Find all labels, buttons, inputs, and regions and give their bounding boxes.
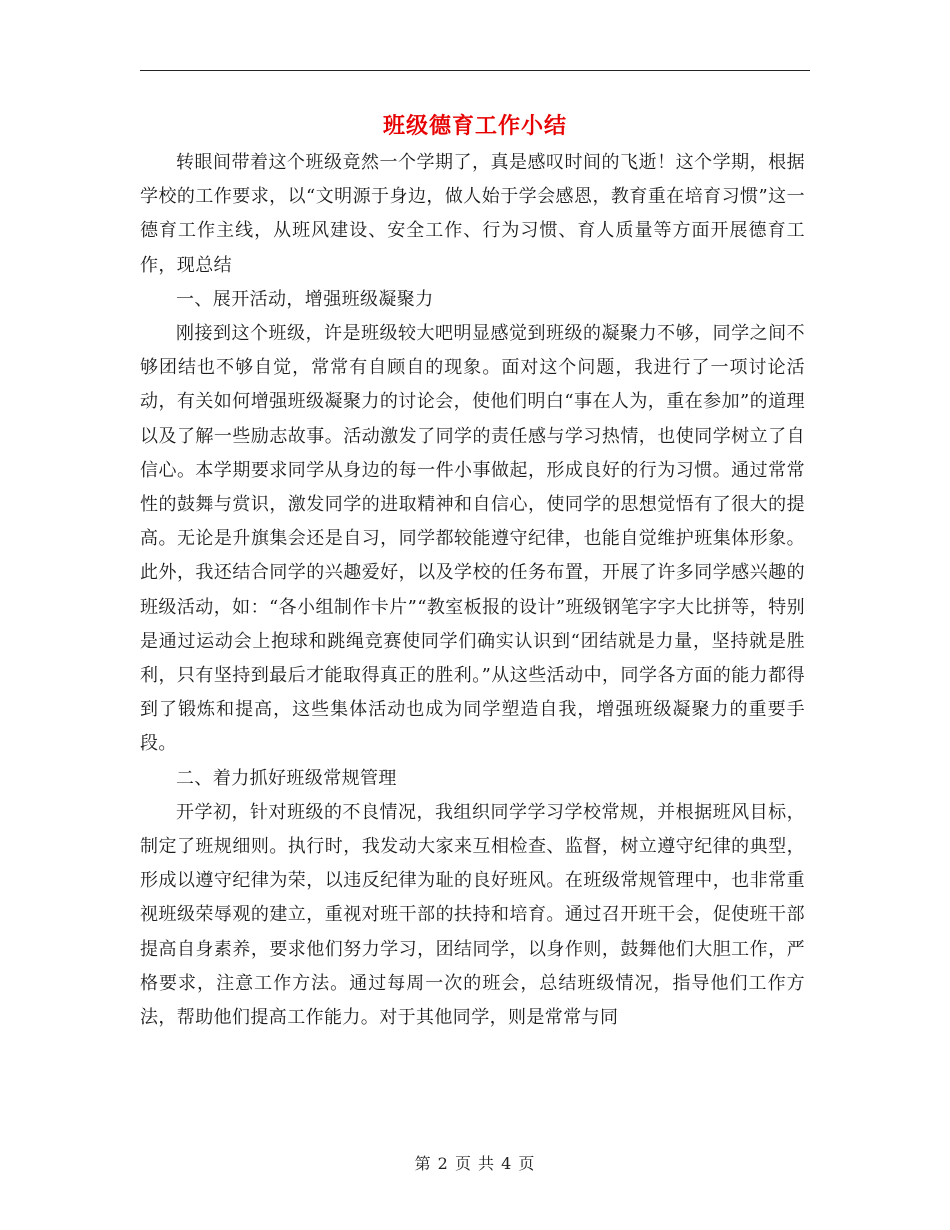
intro-paragraph: 转眼间带着这个班级竟然一个学期了，真是感叹时间的飞逝！这个学期，根据学校的工作要求，以“文明源于身边，做人始于学会感恩，教育重在培育习惯”这一德育工作主线，从班风建设、安全工作、行为习惯、育人质量等方面开展德育工作，现总结	[140, 152, 805, 276]
section-2-paragraph: 开学初，针对班级的不良情况，我组织同学学习学校常规，并根据班风目标，制定了班规细则。执行时，我发动大家来互相检查、监督，树立遵守纪律的典型，形成以遵守纪律为荣，以违反纪律为耻的良好班风。在班级常规管理中，也非常重视班级荣辱观的建立，重视对班干部的扶持和培育。通过召开班干会，促使班干部提高自身素养，要求他们努力学习，团结同学，以身作则，鼓舞他们大胆工作，严格要求，注意工作方法。通过每周一次的班会，总结班级情况，指导他们工作方法，帮助他们提高工作能力。对于其他同学，则是常常与同	[140, 801, 805, 1029]
header-rule	[140, 70, 810, 71]
document-body	[140, 146, 805, 1035]
section-heading-1: 一、展开活动，增强班级凝聚力	[176, 288, 434, 310]
page-number-footer: 第 2 页 共 4 页	[414, 1154, 536, 1173]
document-title: 班级德育工作小结	[382, 113, 567, 139]
section-heading-2: 二、着力抓好班级常规管理	[176, 767, 397, 789]
section-1-paragraph: 刚接到这个班级，许是班级较大吧明显感觉到班级的凝聚力不够，同学之间不够团结也不够自觉，常常有自顾自的现象。面对这个问题，我进行了一项讨论活动，有关如何增强班级凝聚力的讨论会，使他们明白“事在人为，重在参加”的道理以及了解一些励志故事。活动激发了同学的责任感与学习热情，也使同学树立了自信心。本学期要求同学从身边的每一件小事做起，形成良好的行为习惯。通过常常性的鼓舞与赏识，激发同学的进取精神和自信心，使同学的思想觉悟有了很大的提高。无论是升旗集会还是自习，同学都较能遵守纪律，也能自觉维护班集体形象。此外，我还结合同学的兴趣爱好，以及学校的任务布置，开展了许多同学感兴趣的班级活动，如：“各小组制作卡片”“教室板报的设计”班级钢笔字字大比拼等，特别是通过运动会上抱球和跳绳竞赛使同学们确实认识到“团结就是力量，坚持就是胜利，只有坚持到最后才能取得真正的胜利。”从这些活动中，同学各方面的能力都得到了锻炼和提高，这些集体活动也成为同学塑造自我，增强班级凝聚力的重要手段。	[140, 323, 805, 755]
